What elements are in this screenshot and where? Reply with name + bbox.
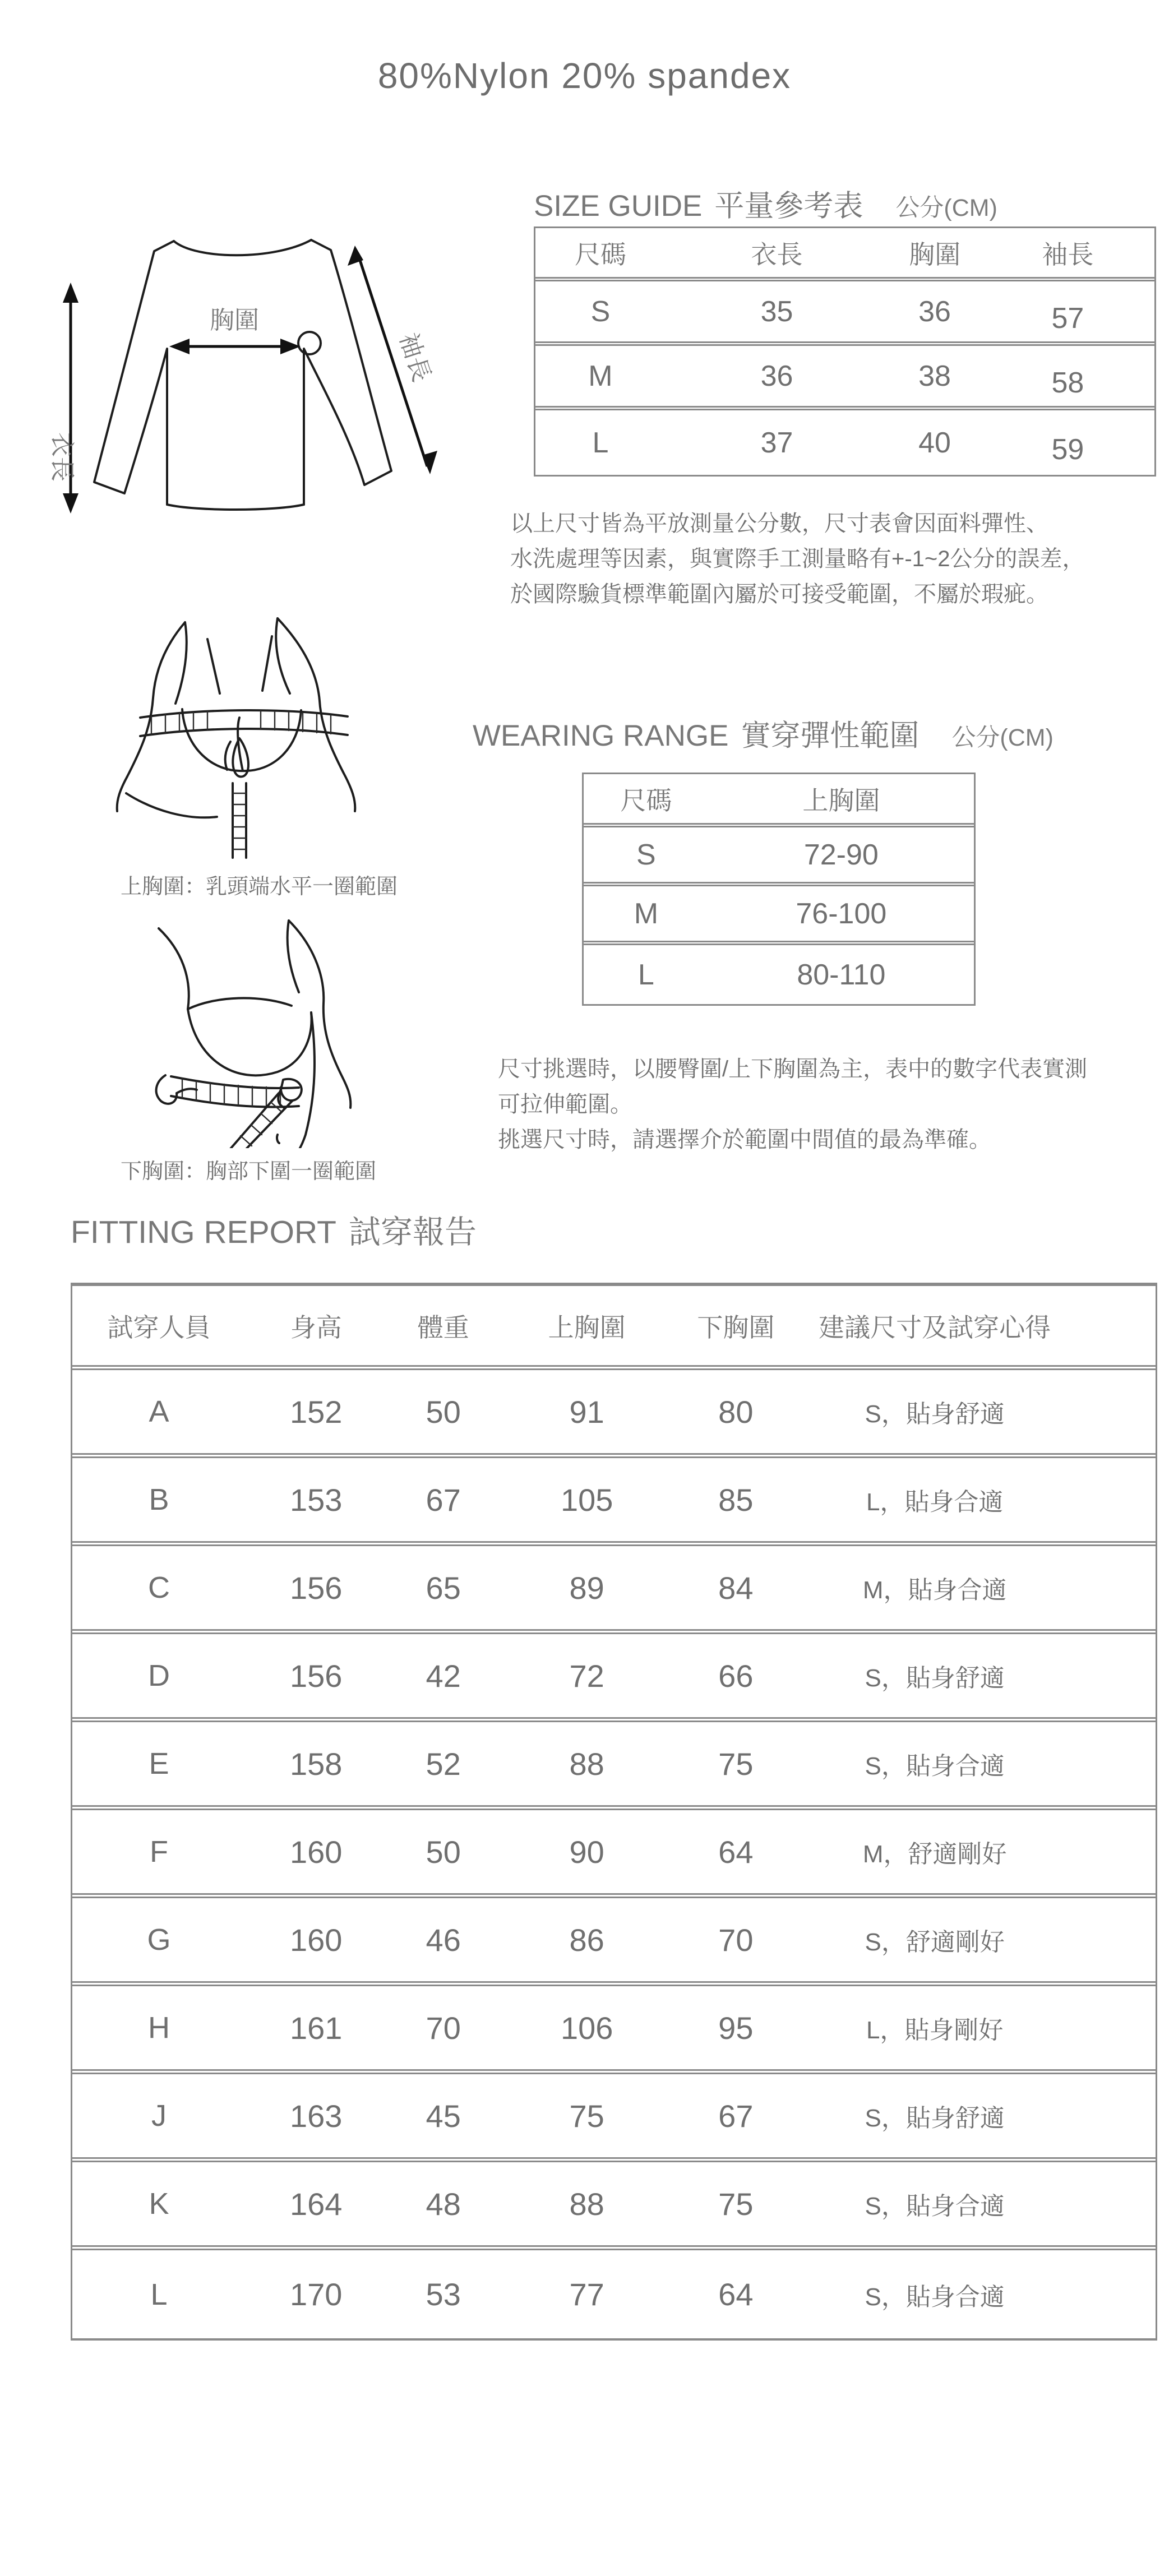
table-cell: 153 <box>289 1482 343 1518</box>
table-cell: 65 <box>426 1570 461 1606</box>
table-cell: 95 <box>718 2010 754 2046</box>
garment-measurement-diagram <box>28 202 454 516</box>
table-cell: 86 <box>569 1922 604 1958</box>
tape-ticks <box>233 793 246 849</box>
size-guide-heading-zh: 平量參考表 <box>714 189 863 223</box>
under-bust-measuring-illustration <box>93 913 395 1148</box>
table-cell: 70 <box>718 1922 754 1958</box>
table-cell: S，貼身合適 <box>865 2283 1005 2311</box>
table-cell: S <box>590 295 611 328</box>
table-cell: 37 <box>760 426 793 459</box>
table-cell: H <box>148 2011 170 2045</box>
table-cell: S，貼身合適 <box>865 2193 1005 2220</box>
table-cell: 160 <box>289 1922 343 1958</box>
column-header: 上胸圍 <box>548 1312 626 1342</box>
table-cell: 80-110 <box>797 958 886 991</box>
table-cell: J <box>151 2099 167 2133</box>
table-row <box>584 827 974 886</box>
wearing-range-heading <box>473 712 1054 755</box>
table-cell: 72 <box>569 1658 604 1694</box>
column-header: 體重 <box>417 1312 469 1342</box>
table-cell: G <box>147 1923 171 1957</box>
table-cell: M，貼身合適 <box>862 1576 1007 1604</box>
note-line: 水洗處理等因素，與實際手工測量略有+-1~2公分的誤差， <box>510 547 1085 571</box>
table-cell: 75 <box>569 2098 604 2134</box>
table-cell: 164 <box>289 2186 343 2222</box>
table-cell: L <box>150 2277 168 2311</box>
size-guide-notes <box>510 506 1085 612</box>
table-cell: 40 <box>918 426 951 459</box>
wearing-range-notes <box>498 1052 1087 1158</box>
table-cell: 161 <box>289 2010 343 2046</box>
column-header: 建議尺寸及試穿心得 <box>819 1312 1051 1342</box>
table-cell: 64 <box>718 1834 754 1870</box>
table-cell: 50 <box>426 1834 461 1870</box>
note-line: 以上尺寸皆為平放測量公分數，尺寸表會因面料彈性、 <box>510 511 1048 536</box>
fitting-report-heading-zh: 試穿報告 <box>348 1214 477 1250</box>
table-cell: M <box>588 359 613 392</box>
table-cell: L，貼身剛好 <box>866 2017 1004 2044</box>
lower-bust-caption: 下胸圍：胸部下圍一圈範圍 <box>121 1160 377 1183</box>
table-row <box>72 1898 1156 1986</box>
table-row <box>72 1458 1156 1546</box>
table-cell: 75 <box>718 1746 754 1782</box>
table-cell: 156 <box>289 1570 343 1606</box>
wearing-range-unit: 公分(CM) <box>951 724 1054 751</box>
column-header: 衣長 <box>751 239 803 269</box>
size-guide-unit: 公分(CM) <box>895 195 997 221</box>
fitting-report-heading-en: FITTING REPORT <box>71 1214 336 1250</box>
table-cell: 48 <box>426 2186 461 2222</box>
garment-bust-label: 胸圍 <box>210 307 259 334</box>
table-row <box>72 2074 1156 2162</box>
size-guide-table <box>534 226 1156 477</box>
fitting-report-table <box>71 1283 1157 2341</box>
table-row <box>584 886 974 945</box>
table-cell: 88 <box>569 1746 604 1782</box>
note-line: 挑選尺寸時，請選擇介於範圍中間值的最為準確。 <box>498 1127 991 1152</box>
table-cell: 72-90 <box>803 838 879 871</box>
table-cell: 90 <box>569 1834 604 1870</box>
table-cell: 36 <box>918 295 951 328</box>
table-cell: M，舒適剛好 <box>862 1840 1007 1868</box>
table-cell: M <box>634 897 659 930</box>
table-cell: 66 <box>718 1658 754 1694</box>
note-line: 尺寸挑選時，以腰臀圍/上下胸圍為主，表中的數字代表實測 <box>498 1057 1088 1081</box>
table-row <box>584 945 974 1004</box>
table-cell: 64 <box>718 2277 754 2312</box>
tape-ticks <box>182 1079 280 1107</box>
table-cell: S，貼身舒適 <box>865 1400 1005 1428</box>
table-row <box>535 281 1154 346</box>
table-row <box>72 1986 1156 2074</box>
column-header: 胸圍 <box>909 239 961 269</box>
table-cell: 58 <box>1051 366 1084 399</box>
table-cell: 170 <box>289 2277 343 2312</box>
table-row <box>72 1810 1156 1898</box>
table-cell: D <box>148 1659 170 1692</box>
table-cell: 89 <box>569 1570 604 1606</box>
table-cell: K <box>149 2187 169 2221</box>
table-cell: 67 <box>718 2098 754 2134</box>
column-header: 尺碼 <box>574 239 626 269</box>
table-cell: 156 <box>289 1658 343 1694</box>
table-row <box>72 1634 1156 1722</box>
table-cell: 84 <box>718 1570 754 1606</box>
table-cell: A <box>149 1395 169 1428</box>
table-cell: S，貼身合適 <box>865 1752 1005 1780</box>
table-row <box>72 1370 1156 1458</box>
table-cell: 38 <box>918 359 951 392</box>
table-cell: 53 <box>426 2277 461 2312</box>
garment-sleeve-label: 袖長 <box>394 330 436 385</box>
table-cell: S，貼身舒適 <box>865 1664 1005 1692</box>
table-header-row <box>535 228 1154 281</box>
table-cell: 85 <box>718 1482 754 1518</box>
column-header: 下胸圍 <box>697 1312 775 1342</box>
upper-bust-measuring-illustration <box>93 608 395 861</box>
table-header-row <box>72 1286 1156 1370</box>
table-cell: 106 <box>560 2010 613 2046</box>
table-cell: 45 <box>426 2098 461 2134</box>
table-cell: 59 <box>1051 433 1084 466</box>
table-cell: 70 <box>426 2010 461 2046</box>
column-header: 尺碼 <box>620 785 672 815</box>
table-cell: 158 <box>289 1746 343 1782</box>
wearing-range-heading-zh: 實穿彈性範圍 <box>741 719 920 752</box>
table-cell: 52 <box>426 1746 461 1782</box>
table-row <box>535 346 1154 410</box>
table-cell: 105 <box>560 1482 613 1518</box>
table-cell: 160 <box>289 1834 343 1870</box>
table-cell: 152 <box>289 1394 343 1430</box>
column-header: 上胸圍 <box>802 785 880 815</box>
column-header: 身高 <box>290 1312 342 1342</box>
table-cell: 67 <box>426 1482 461 1518</box>
table-row <box>535 410 1154 475</box>
column-header: 袖長 <box>1042 239 1094 269</box>
table-cell: S，貼身舒適 <box>865 2105 1005 2132</box>
table-cell: L <box>637 958 654 991</box>
table-row <box>72 2250 1156 2338</box>
table-header-row <box>584 774 974 827</box>
fitting-report-heading <box>71 1206 477 1252</box>
table-cell: 42 <box>426 1658 461 1694</box>
table-cell: S <box>636 838 656 871</box>
page-title: 80%Nylon 20% spandex <box>377 56 792 96</box>
table-cell: 80 <box>718 1394 754 1430</box>
size-guide-heading-en: SIZE GUIDE <box>534 189 703 223</box>
table-cell: 88 <box>569 2186 604 2222</box>
wearing-range-heading-en: WEARING RANGE <box>473 719 729 752</box>
table-cell: C <box>148 1571 170 1604</box>
table-cell: 163 <box>289 2098 343 2134</box>
table-cell: L <box>592 426 609 459</box>
table-cell: 50 <box>426 1394 461 1430</box>
note-line: 可拉伸範圍。 <box>498 1092 632 1117</box>
table-cell: 91 <box>569 1394 604 1430</box>
table-cell: S，舒適剛好 <box>865 1928 1005 1956</box>
upper-bust-caption: 上胸圍：乳頭端水平一圈範圍 <box>121 875 398 899</box>
table-cell: B <box>149 1483 169 1516</box>
table-cell: 35 <box>760 295 793 328</box>
table-row <box>72 2162 1156 2250</box>
table-cell: 46 <box>426 1922 461 1958</box>
note-line: 於國際驗貨標準範圍內屬於可接受範圍，不屬於瑕疵。 <box>510 582 1048 607</box>
column-header: 試穿人員 <box>107 1312 211 1342</box>
wearing-range-table <box>582 773 976 1006</box>
table-cell: F <box>150 1835 169 1869</box>
table-row <box>72 1546 1156 1634</box>
tape-ticks <box>241 1102 282 1146</box>
table-cell: L，貼身合適 <box>866 1488 1004 1516</box>
table-cell: 57 <box>1051 302 1084 335</box>
size-guide-heading <box>534 182 997 225</box>
garment-length-label: 衣長 <box>48 432 76 482</box>
table-cell: 75 <box>718 2186 754 2222</box>
table-row <box>72 1722 1156 1810</box>
table-cell: 76-100 <box>796 897 887 930</box>
table-cell: 77 <box>569 2277 604 2312</box>
table-cell: 36 <box>760 359 793 392</box>
table-cell: E <box>149 1747 169 1780</box>
